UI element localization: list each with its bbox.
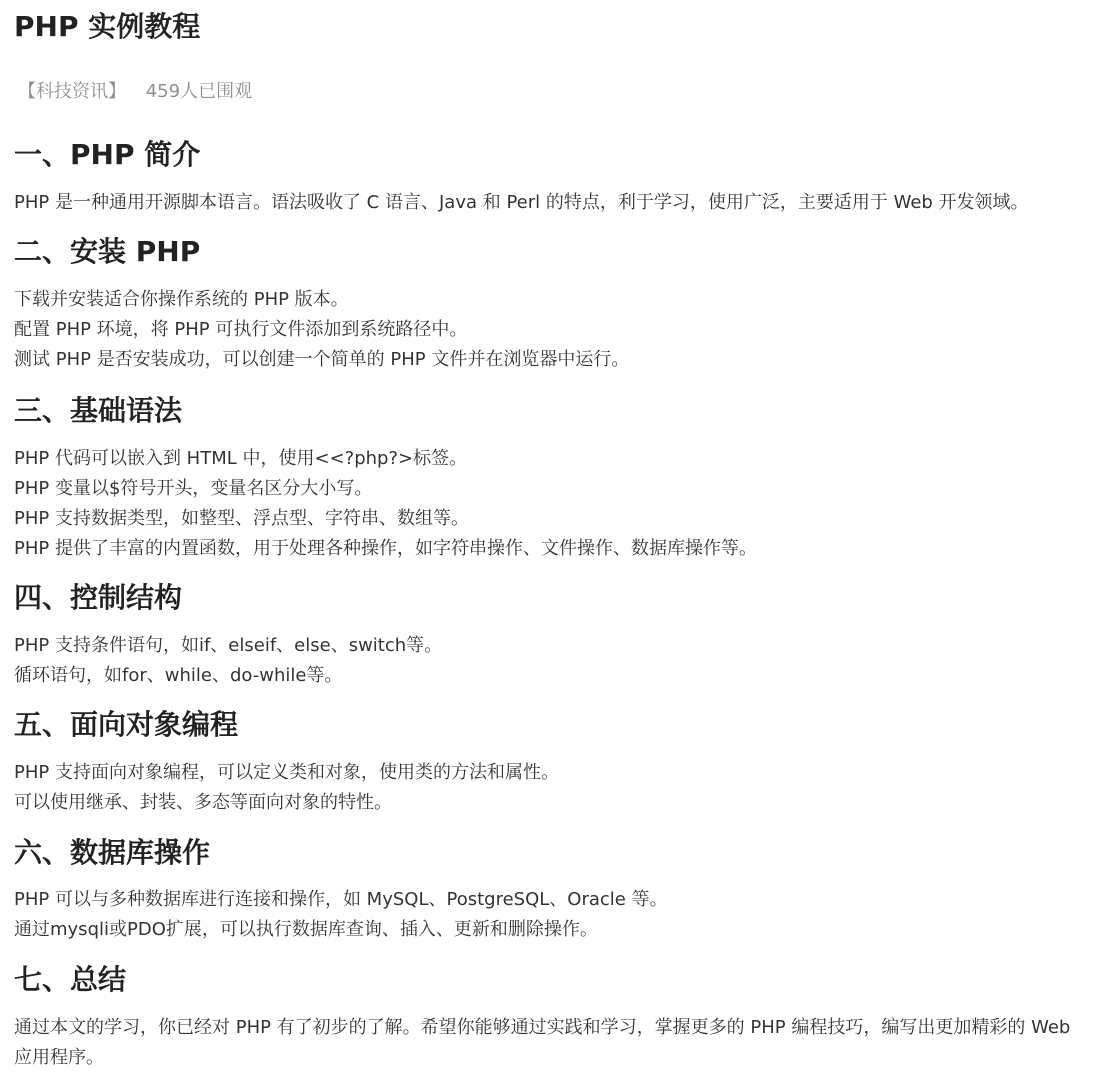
paragraph-line: PHP 提供了丰富的内置函数，用于处理各种操作，如字符串操作、文件操作、数据库操作等。 [14, 538, 757, 559]
section-heading-intro: 一、PHP 简介 [14, 138, 201, 171]
section-body-database [14, 885, 1086, 945]
paragraph-line: PHP 支持数据类型，如整型、浮点型、字符串、数组等。 [14, 508, 469, 529]
section-heading-database: 六、数据库操作 [14, 836, 211, 869]
paragraph-line: PHP 变量以$符号开头，变量名区分大小写。 [14, 478, 373, 499]
paragraph-line: 通过mysqli或PDO扩展，可以执行数据库查询、插入、更新和删除操作。 [14, 919, 598, 940]
article-meta [18, 79, 252, 105]
section-body-oop [14, 758, 1086, 818]
category-tag: 【科技资讯】 [18, 81, 126, 102]
paragraph-line: 循环语句，如for、while、do-while等。 [14, 665, 343, 686]
paragraph-line: 可以使用继承、封装、多态等面向对象的特性。 [14, 792, 392, 813]
paragraph-line: 配置 PHP 环境，将 PHP 可执行文件添加到系统路径中。 [14, 319, 468, 340]
paragraph-line: PHP 可以与多种数据库进行连接和操作，如 MySQL、PostgreSQL、Oracle 等。 [14, 889, 668, 910]
paragraph-line: PHP 支持面向对象编程，可以定义类和对象，使用类的方法和属性。 [14, 762, 559, 783]
paragraph-line: PHP 支持条件语句，如if、elseif、else、switch等。 [14, 635, 443, 656]
section-body-control [14, 631, 1086, 691]
section-heading-install: 二、安装 PHP [14, 235, 201, 268]
paragraph-line: 通过本文的学习，你已经对 PHP 有了初步的了解。希望你能够通过实践和学习，掌握更多的 PHP 编程技巧，编写出更加精彩的 Web 应用程序。 [14, 1017, 1071, 1068]
section-body-install [14, 285, 1086, 375]
section-body-intro [14, 188, 1086, 218]
section-body-syntax [14, 444, 1086, 564]
page-title: PHP 实例教程 [14, 10, 201, 43]
section-heading-control: 四、控制结构 [14, 581, 183, 614]
paragraph-line: 下载并安装适合你操作系统的 PHP 版本。 [14, 289, 349, 310]
section-heading-syntax: 三、基础语法 [14, 394, 183, 427]
section-heading-oop: 五、面向对象编程 [14, 708, 239, 741]
view-count: 459人已围观 [145, 81, 253, 102]
paragraph-line: PHP 代码可以嵌入到 HTML 中，使用<<?php?>标签。 [14, 448, 468, 469]
paragraph-line: PHP 是一种通用开源脚本语言。语法吸收了 C 语言、Java 和 Perl 的特点，利于学习，使用广泛，主要适用于 Web 开发领域。 [14, 192, 1029, 213]
section-heading-summary: 七、总结 [14, 963, 127, 996]
paragraph-line: 测试 PHP 是否安装成功，可以创建一个简单的 PHP 文件并在浏览器中运行。 [14, 349, 630, 370]
section-body-summary [14, 1013, 1078, 1073]
